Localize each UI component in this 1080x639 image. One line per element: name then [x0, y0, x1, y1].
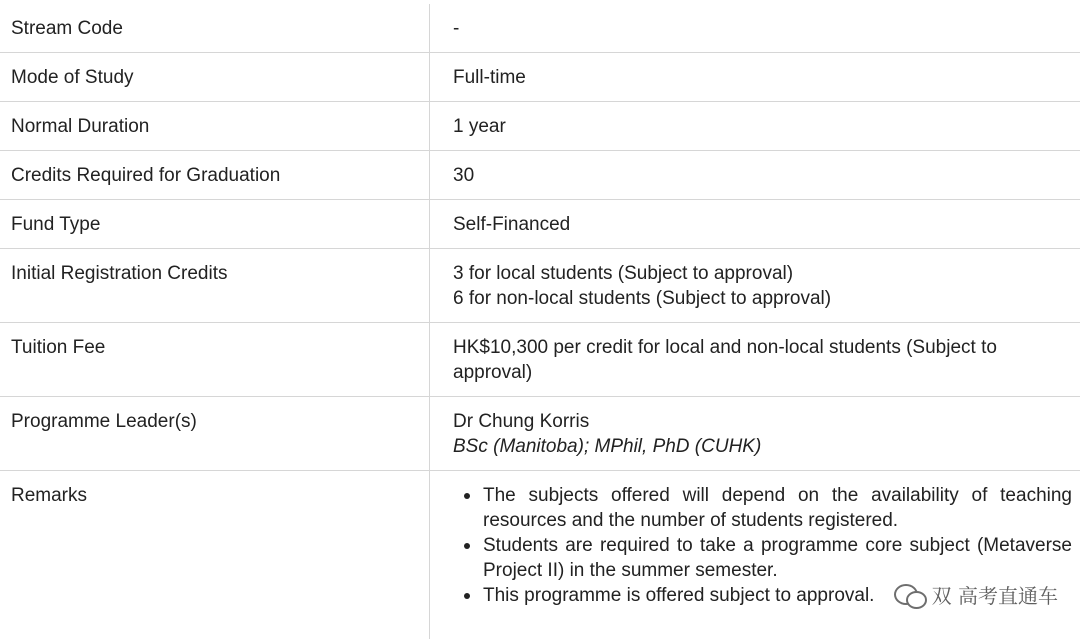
remark-3: This programme is offered subject to approval. [483, 585, 875, 606]
row-label: Credits Required for Graduation [0, 151, 430, 199]
row-label: Fund Type [0, 200, 430, 248]
table-row-remarks [0, 471, 1080, 639]
wechat-icon [894, 582, 926, 608]
remark-1-line-2: resources and the number of students registered. [483, 510, 899, 531]
row-value [430, 249, 1080, 322]
non-local-credits-text: 6 for non-local students (Subject to approval) [453, 288, 832, 309]
row-value [430, 397, 1080, 470]
row-label: Mode of Study [0, 53, 430, 101]
table-row-initial-registration-credits [0, 249, 1080, 323]
row-label: Initial Registration Credits [0, 249, 430, 322]
row-value: 1 year [453, 116, 506, 137]
bullet-icon [464, 593, 470, 599]
row-label: Tuition Fee [0, 323, 430, 396]
row-value [430, 323, 1080, 396]
list-item [450, 483, 1072, 533]
row-label: Programme Leader(s) [0, 397, 430, 470]
row-label: Normal Duration [0, 102, 430, 150]
tuition-fee-line-2: approval) [453, 362, 533, 383]
watermark [894, 580, 1058, 609]
row-value [430, 471, 1080, 639]
tuition-fee-line-1: HK$10,300 per credit for local and non-local students (Subject to [453, 337, 997, 358]
table-row-stream-code [0, 4, 1080, 53]
row-value: - [453, 18, 460, 39]
remark-2-line-1: Students are required to take a programme core subject (Metaverse [483, 535, 1072, 556]
table-row-fund-type [0, 200, 1080, 249]
row-value: Full-time [453, 67, 526, 88]
local-credits-text: 3 for local students (Subject to approval) [453, 263, 794, 284]
remark-2-line-2: Project II) in the summer semester. [483, 560, 778, 581]
table-row-tuition-fee [0, 323, 1080, 397]
bullet-icon [464, 493, 470, 499]
row-label: Remarks [0, 471, 430, 639]
programme-info-table [0, 4, 1080, 639]
table-row-mode-of-study [0, 53, 1080, 102]
table-row-programme-leader [0, 397, 1080, 471]
leader-qualifications: BSc (Manitoba); MPhil, PhD (CUHK) [453, 436, 762, 457]
watermark-text: 双 高考直通车 [931, 584, 1058, 608]
list-item [450, 533, 1072, 583]
row-label: Stream Code [0, 4, 430, 52]
remark-1-line-1: The subjects offered will depend on the availability of teaching [483, 485, 1072, 506]
leader-name: Dr Chung Korris [453, 411, 590, 432]
row-value: 30 [453, 165, 475, 186]
bullet-icon [464, 543, 470, 549]
table-row-normal-duration [0, 102, 1080, 151]
row-value: Self-Financed [453, 214, 571, 235]
table-row-credits-required [0, 151, 1080, 200]
